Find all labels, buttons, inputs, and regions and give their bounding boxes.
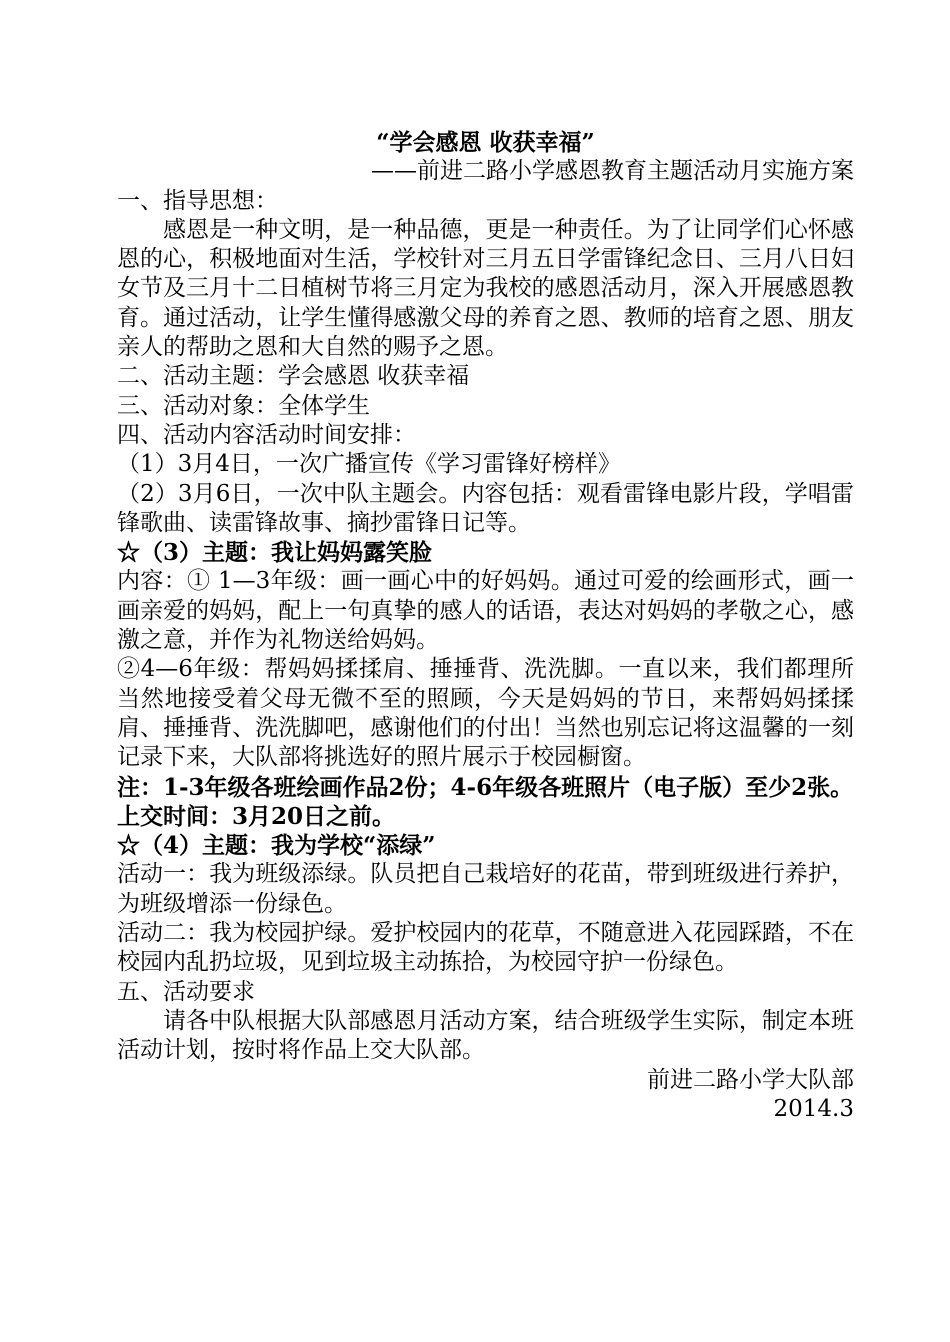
section-5-heading: 五、活动要求 — [117, 978, 255, 1005]
activity-item-1: （1）3月4日，一次广播宣传《学习雷锋好榜样》 — [117, 451, 621, 478]
section-1-body: 感恩是一种文明，是一种品德，更是一种责任。为了让同学们心怀感恩的心，积极地面对生活，学校针对三月五日学雷锋纪念日、三月八日妇女节及三月十二日植树节将三月定为我校的感恩活动月，深入开展感恩教育。通过活动，让学生懂得感激父母的养育之恩、教师的培育之恩、朋友亲人的帮助之恩和大自然的赐予之恩。 — [117, 216, 854, 361]
signature-org: 前进二路小学大队部 — [647, 1066, 854, 1093]
section-3-target: 三、活动对象：全体学生 — [117, 392, 370, 419]
section-5-body: 请各中队根据大队部感恩月活动方案，结合班级学生实际，制定本班活动计划，按时将作品上交大队部。 — [117, 1007, 854, 1064]
document-subtitle: ——前进二路小学感恩教育主题活动月实施方案 — [371, 158, 854, 185]
activity-item-2: （2）3月6日，一次中队主题会。内容包括：观看雷锋电影片段，学唱雷锋歌曲、读雷锋故事、摘抄雷锋日记等。 — [117, 480, 854, 536]
document-title: “学会感恩 收获幸福” — [376, 129, 595, 156]
activity-item-3-heading: ☆（3）主题：我让妈妈露笑脸 — [117, 539, 433, 567]
activity-item-4-heading: ☆（4）主题：我为学校“添绿” — [117, 832, 436, 860]
section-4-heading: 四、活动内容活动时间安排： — [117, 421, 416, 448]
section-2-theme: 二、活动主题：学会感恩 收获幸福 — [117, 363, 470, 390]
activity-item-3-content-2: ②4—6年级：帮妈妈揉揉肩、捶捶背、洗洗脚。一直以来，我们都理所当然地接受着父母无微不至的照顾，今天是妈妈的节日，来帮妈妈揉揉肩、捶捶背、洗洗脚吧，感谢他们的付出！当然也别忘记将这温馨的一刻记录下来，大队部将挑选好的照片展示于校园橱窗。 — [117, 656, 854, 771]
submission-deadline: 上交时间：3月20日之前。 — [117, 802, 396, 830]
activity-item-4-activity-2: 活动二：我为校园护绿。爱护校园内的花草，不随意进入花园踩踏，不在校园内乱扔垃圾，见到垃圾主动拣拾，为校园守护一份绿色。 — [117, 920, 854, 976]
submission-note: 注：1-3年级各班绘画作品2份；4-6年级各班照片（电子版）至少2张。 — [117, 773, 854, 801]
section-1-heading: 一、指导思想： — [117, 187, 278, 214]
signature-date: 2014.3 — [773, 1095, 854, 1122]
activity-item-3-content-1: 内容：① 1—3年级：画一画心中的好妈妈。通过可爱的绘画形式，画一画亲爱的妈妈，配上一句真挚的感人的话语，表达对妈妈的孝敬之心，感激之意，并作为礼物送给妈妈。 — [117, 568, 854, 654]
document-page — [117, 128, 854, 1124]
activity-item-4-activity-1: 活动一：我为班级添绿。队员把自己栽培好的花苗，带到班级进行养护，为班级增添一份绿色。 — [117, 861, 854, 917]
